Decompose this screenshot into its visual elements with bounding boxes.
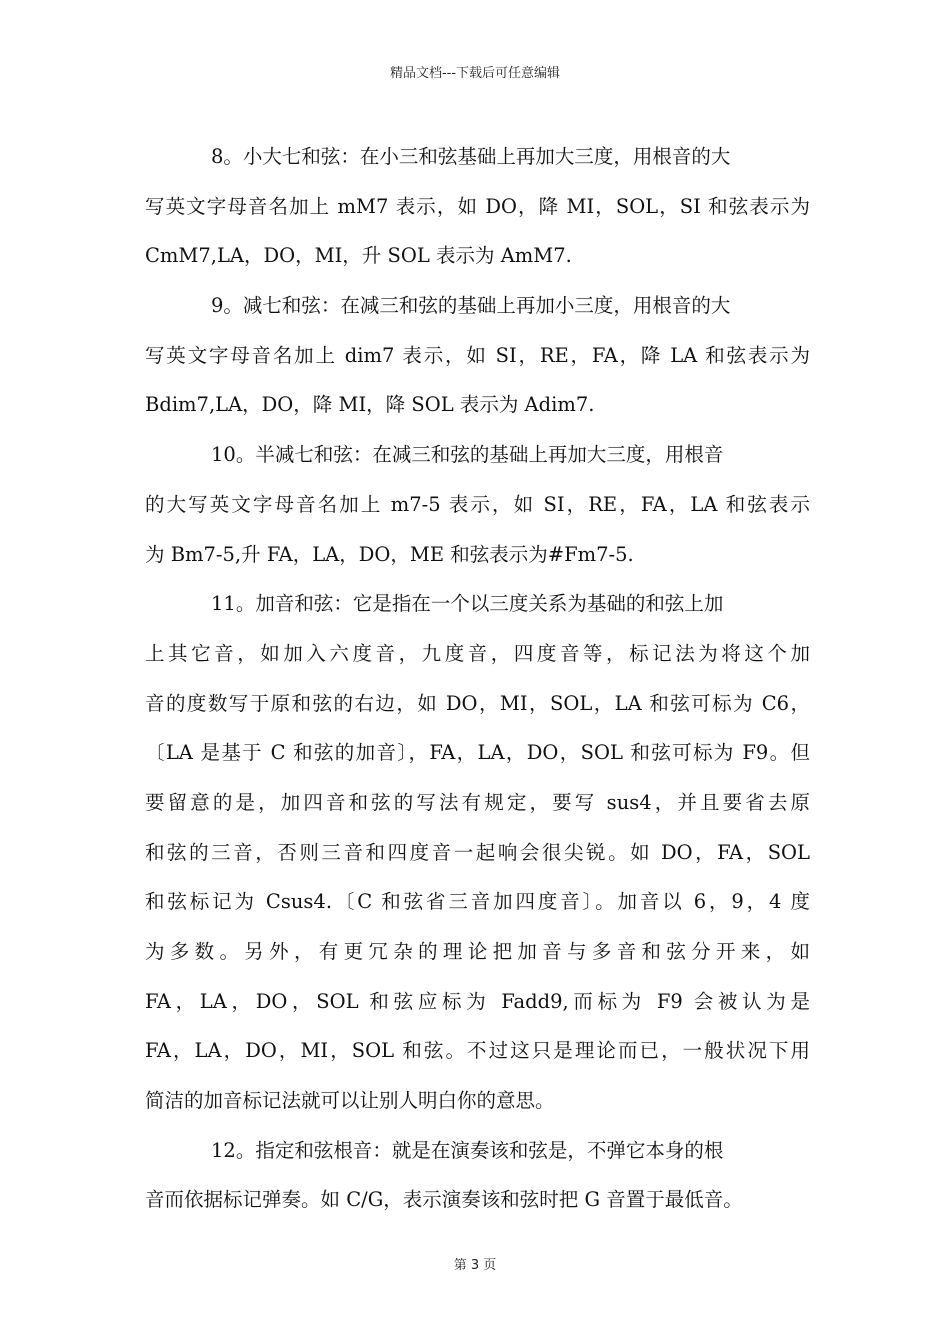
paragraph-8-line-1: 8。小大七和弦：在小三和弦基础上再加大三度，用根音的大 bbox=[211, 145, 731, 168]
paragraph-11-line-7: 和弦标记为 Csus4.〔C 和弦省三音加四度音〕。加音以 6，9，4 度 bbox=[145, 890, 810, 914]
paragraph-11-line-8: 为多数。另外，有更冗杂的理论把加音与多音和弦分开来，如 bbox=[145, 940, 810, 963]
paragraph-12-line-2: 音而依据标记弹奏。如 C/G，表示演奏该和弦时把 G 音置于最低音。 bbox=[145, 1188, 743, 1212]
paragraph-9-line-3: Bdim7,LA，DO，降 MI，降 SOL 表示为 Adim7. bbox=[145, 393, 595, 417]
paragraph-11-line-11: 简洁的加音标记法就可以让别人明白你的意思。 bbox=[145, 1089, 555, 1113]
paragraph-10-line-1: 10。半减七和弦：在减三和弦的基础上再加大三度，用根音 bbox=[211, 443, 724, 467]
document-body bbox=[145, 132, 810, 1225]
paragraph-11-line-3: 音的度数写于原和弦的右边，如 DO，MI，SOL，LA 和弦可标为 C6， bbox=[145, 691, 810, 715]
page-header: 精品文档---下载后可任意编辑 bbox=[389, 66, 561, 81]
paragraph-12-line-1: 12。指定和弦根音：就是在演奏该和弦是，不弹它本身的根 bbox=[211, 1138, 724, 1162]
paragraph-9-line-2: 写英文字母音名加上 dim7 表示，如 SI，RE，FA，降 LA 和弦表示为 bbox=[145, 343, 810, 367]
paragraph-11-line-6: 和弦的三音，否则三音和四度音一起响会很尖锐。如 DO，FA，SOL bbox=[145, 840, 810, 864]
paragraph-11-line-4: 〔LA 是基于 C 和弦的加音〕，FA，LA，DO，SOL 和弦可标为 F9。但 bbox=[145, 741, 810, 765]
paragraph-9-line-1: 9。减七和弦：在减三和弦的基础上再加小三度，用根音的大 bbox=[211, 294, 731, 318]
paragraph-11-line-1: 11。加音和弦：它是指在一个以三度关系为基础的和弦上加 bbox=[211, 592, 724, 616]
paragraph-11-line-9: FA，LA，DO，SOL 和弦应标为 Fadd9,而标为 F9 会被认为是 bbox=[145, 989, 810, 1013]
paragraph-11-line-10: FA，LA，DO，MI，SOL 和弦。不过这只是理论而已，一般状况下用 bbox=[145, 1039, 810, 1063]
paragraph-11-line-5: 要留意的是，加四音和弦的写法有规定，要写 sus4，并且要省去原 bbox=[145, 790, 810, 814]
page-number: 第 3 页 bbox=[453, 1258, 497, 1273]
paragraph-11-line-2: 上其它音，如加入六度音，九度音，四度音等，标记法为将这个加 bbox=[145, 641, 810, 665]
paragraph-8-line-2: 写英文字母音名加上 mM7 表示，如 DO，降 MI，SOL，SI 和弦表示为 bbox=[145, 194, 810, 218]
paragraph-8-line-3: CmM7,LA，DO，MI，升 SOL 表示为 AmM7. bbox=[145, 244, 572, 268]
paragraph-10-line-3: 为 Bm7-5,升 FA，LA，DO，ME 和弦表示为#Fm7-5. bbox=[145, 542, 634, 566]
paragraph-10-line-2: 的大写英文字母音名加上 m7-5 表示，如 SI，RE，FA，LA 和弦表示 bbox=[145, 492, 810, 516]
